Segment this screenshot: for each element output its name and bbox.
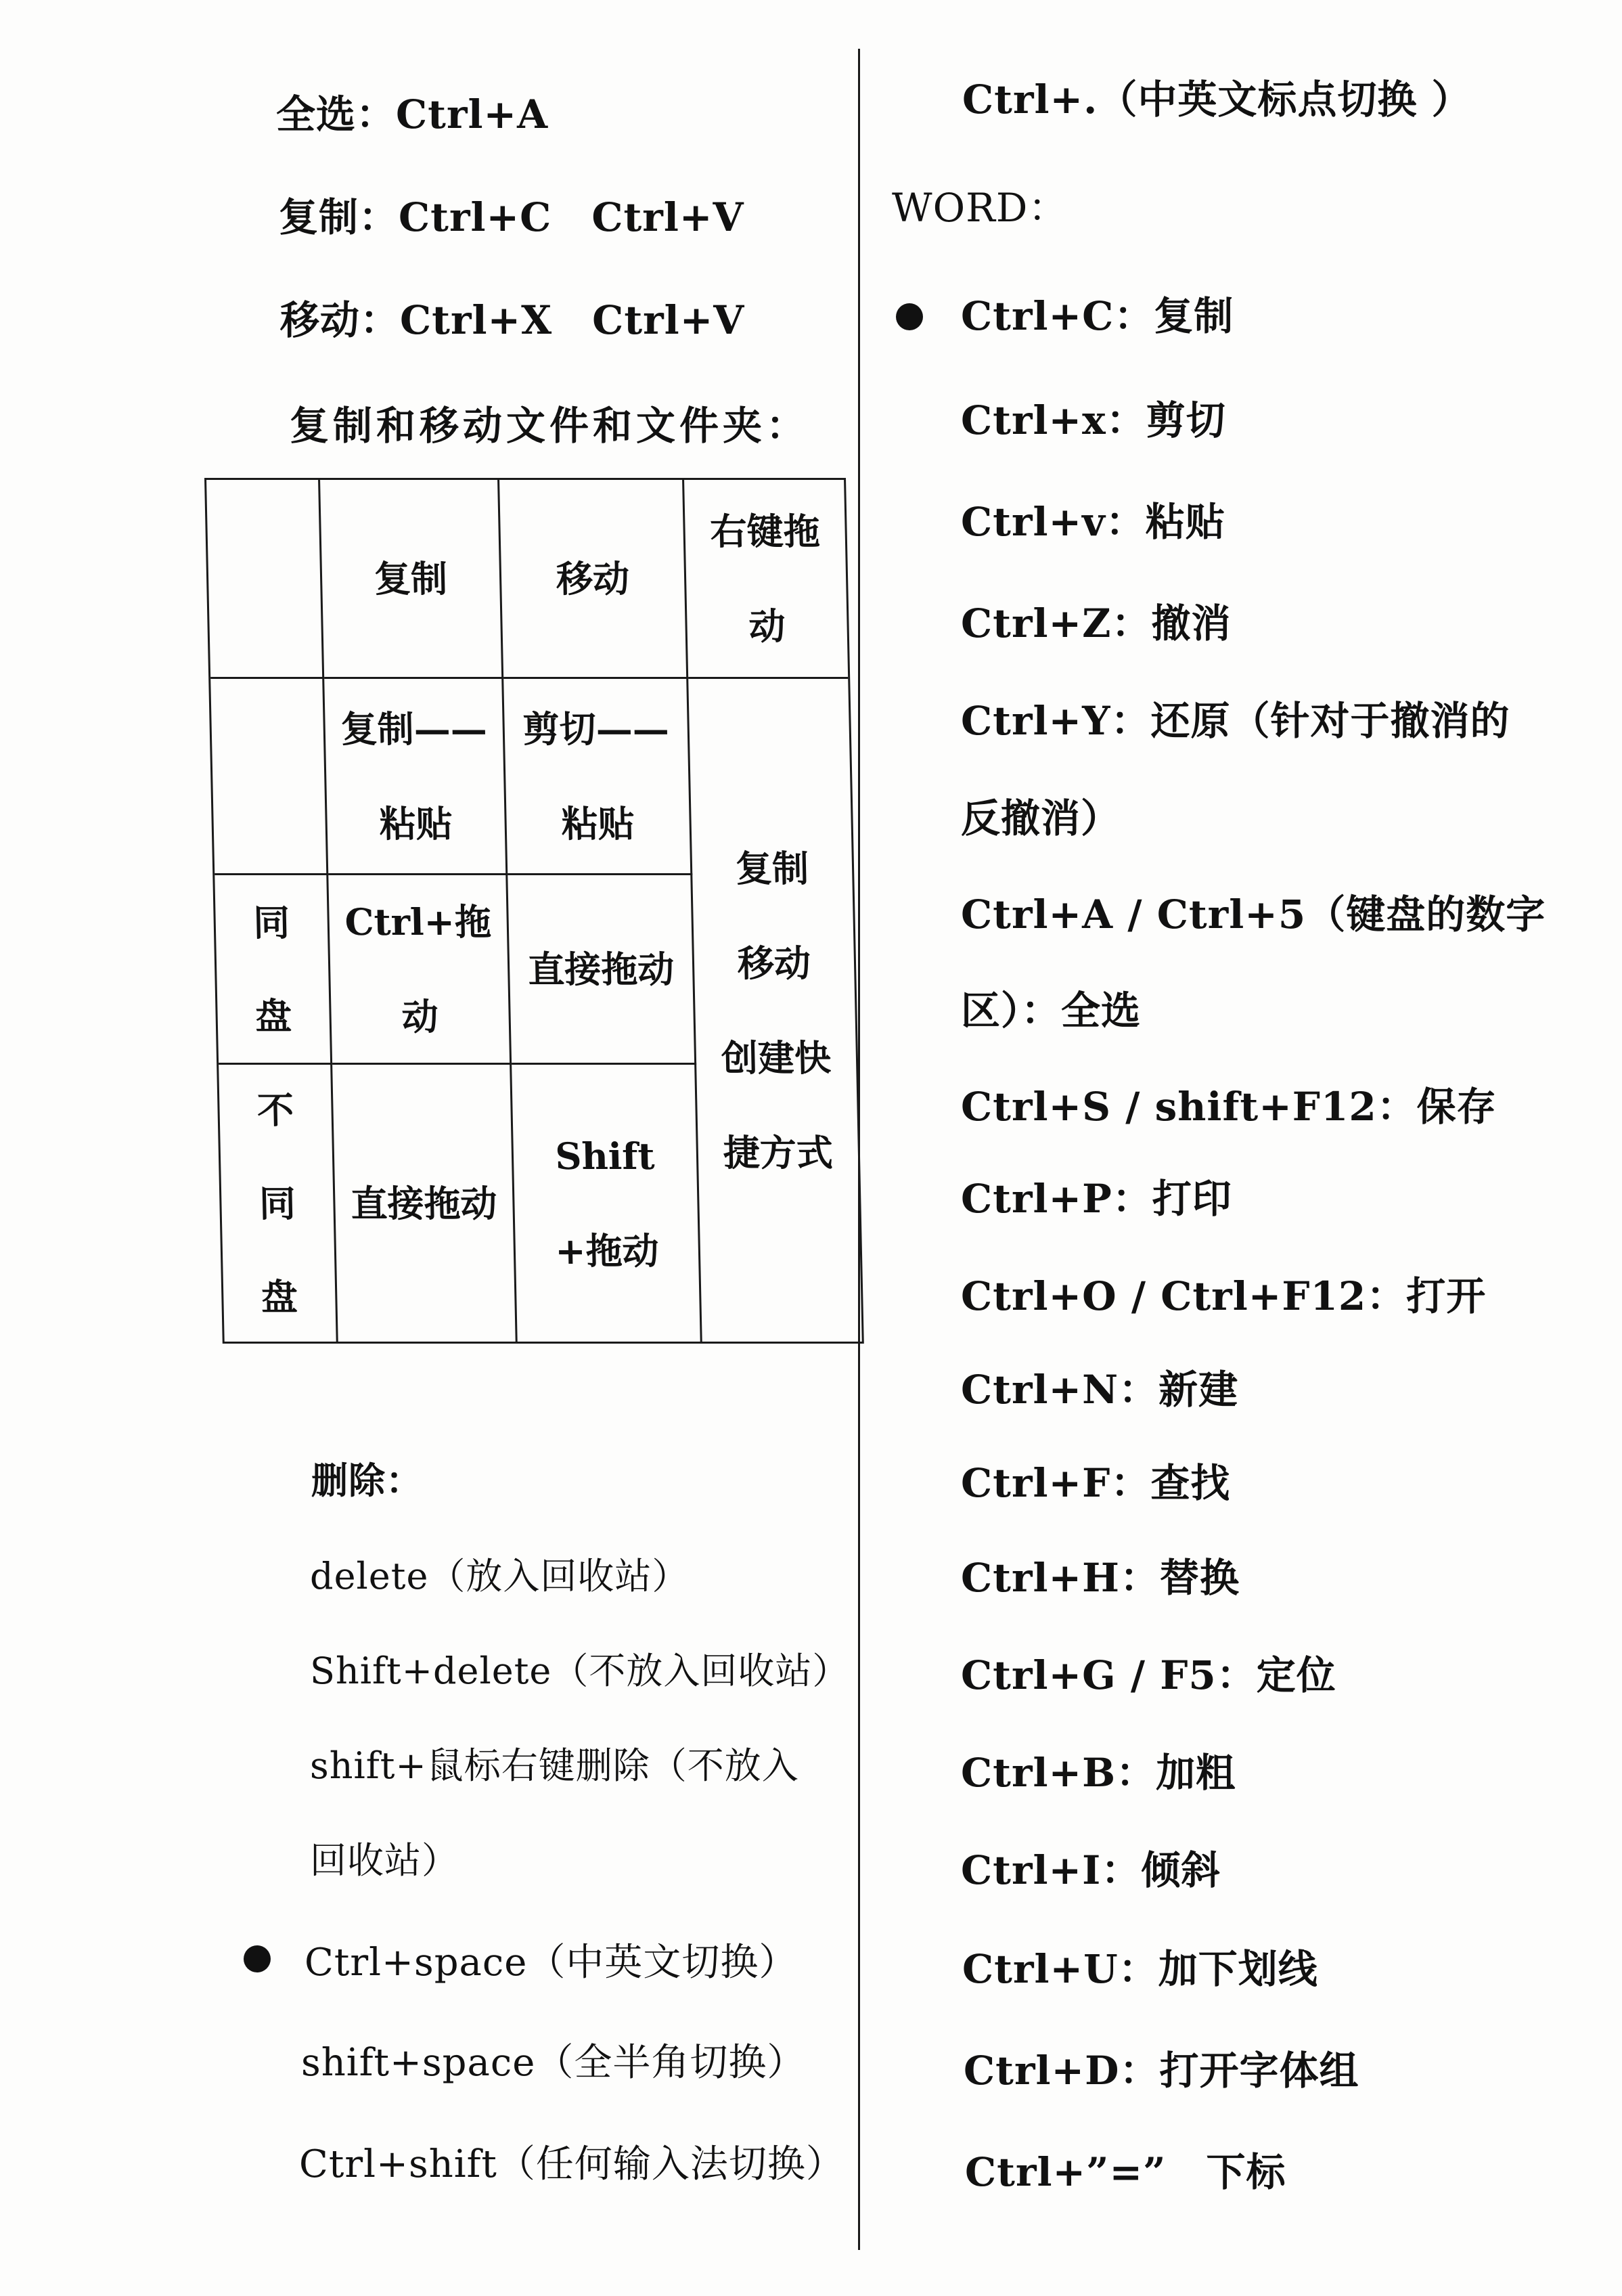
cell-value: Ctrl+拖动 (344, 900, 492, 1038)
word-shortcut: Ctrl+O / Ctrl+F12：打开 (961, 1273, 1487, 1319)
delete-title: 删除： (311, 1459, 423, 1502)
delete-item: delete（放入回收站） (310, 1555, 690, 1597)
bullet-icon (896, 303, 923, 330)
word-shortcut: 区）：全选 (961, 988, 1142, 1034)
shortcut-keys: Ctrl+X Ctrl+V (400, 297, 745, 343)
shortcut-keys: Ctrl+A (396, 91, 549, 137)
input-switch-item: Ctrl+space（中英文切换） (305, 1941, 798, 1985)
shortcut-select-all (276, 91, 549, 137)
word-shortcut: Ctrl+U：加下划线 (962, 1946, 1318, 1992)
header-label: 右键拖动 (709, 509, 821, 648)
word-shortcut: Ctrl+B：加粗 (961, 1750, 1236, 1796)
copy-move-table (204, 478, 864, 1344)
right-drag-line: 捷方式 (723, 1130, 834, 1174)
delete-item: shift+鼠标右键删除（不放入 (310, 1744, 799, 1787)
word-shortcut: Ctrl+F：查找 (961, 1460, 1231, 1506)
right-drag-line: 移动 (737, 941, 811, 985)
header-label: 移动 (556, 556, 630, 600)
table-cell-same-disk-copy (328, 875, 512, 1065)
cell-value: 直接拖动 (527, 947, 675, 991)
word-shortcut: Ctrl+N：新建 (961, 1367, 1239, 1413)
word-shortcut: Ctrl+I：倾斜 (961, 1847, 1221, 1893)
table-cell-different-disk-move (512, 1065, 702, 1342)
section-title-word: WORD： (892, 185, 1068, 231)
row-label: 不同盘 (256, 1088, 298, 1319)
word-shortcut: Ctrl+”=” 下标 (965, 2149, 1286, 2195)
table-header-move (499, 480, 688, 679)
word-shortcut: Ctrl+Z：撤消 (961, 600, 1232, 646)
table-subheader-move (503, 679, 692, 875)
right-drag-line: 创建快 (721, 1036, 832, 1080)
table-subheader-copy (324, 679, 508, 875)
delete-item: 回收站） (310, 1839, 459, 1882)
word-shortcut: Ctrl+C：复制 (961, 293, 1234, 339)
right-drag-line: 复制 (735, 846, 809, 890)
word-shortcut: Ctrl+H：替换 (961, 1555, 1240, 1601)
shortcut-copy (279, 194, 744, 240)
table-title: 复制和移动文件和文件夹： (290, 403, 810, 449)
subheader-label: 剪切——粘贴 (522, 707, 670, 845)
cell-value: Shift+拖动 (554, 1134, 660, 1273)
input-switch-item: Ctrl+shift（任何输入法切换） (299, 2142, 844, 2186)
word-shortcut: Ctrl+v：粘贴 (961, 499, 1225, 545)
punct-switch: Ctrl+.（中英文标点切换 ） (962, 76, 1472, 123)
word-shortcut: Ctrl+P：打印 (961, 1176, 1232, 1222)
shortcut-label: 全选： (276, 91, 397, 137)
cell-value: 直接拖动 (350, 1181, 498, 1225)
shortcut-move (280, 297, 745, 343)
shortcut-label: 移动： (280, 297, 401, 343)
input-switch-item: shift+space（全半角切换） (301, 2041, 806, 2085)
row-label: 同盘 (252, 900, 292, 1038)
header-label: 复制 (374, 556, 448, 600)
table-cell-different-disk-copy (332, 1065, 518, 1342)
word-shortcut: Ctrl+A / Ctrl+5（键盘的数字 (961, 891, 1546, 937)
bullet-icon (244, 1945, 271, 1972)
table-header-copy (320, 480, 503, 679)
table-subheader-empty (210, 679, 328, 875)
word-shortcut: Ctrl+S / shift+F12：保存 (961, 1084, 1497, 1130)
shortcut-keys: Ctrl+C Ctrl+V (399, 194, 744, 240)
word-shortcut: Ctrl+Y：还原（针对于撤消的 (961, 698, 1510, 744)
table-cell-same-disk-move (508, 875, 696, 1065)
table-header-right-drag (684, 480, 848, 679)
table-header-empty (206, 480, 324, 679)
word-shortcut: Ctrl+G / F5：定位 (961, 1652, 1336, 1698)
subheader-label: 复制——粘贴 (340, 707, 488, 845)
table-row-label-same-disk (215, 875, 332, 1065)
table-row-label-different-disk (219, 1065, 338, 1342)
table-right-drag-actions (688, 679, 862, 1342)
word-shortcut: 反撤消） (961, 795, 1121, 841)
word-shortcut: Ctrl+x：剪切 (961, 397, 1226, 443)
delete-item: Shift+delete（不放入回收站） (310, 1650, 850, 1692)
shortcut-label: 复制： (279, 194, 399, 240)
word-shortcut: Ctrl+D：打开字体组 (964, 2048, 1359, 2094)
